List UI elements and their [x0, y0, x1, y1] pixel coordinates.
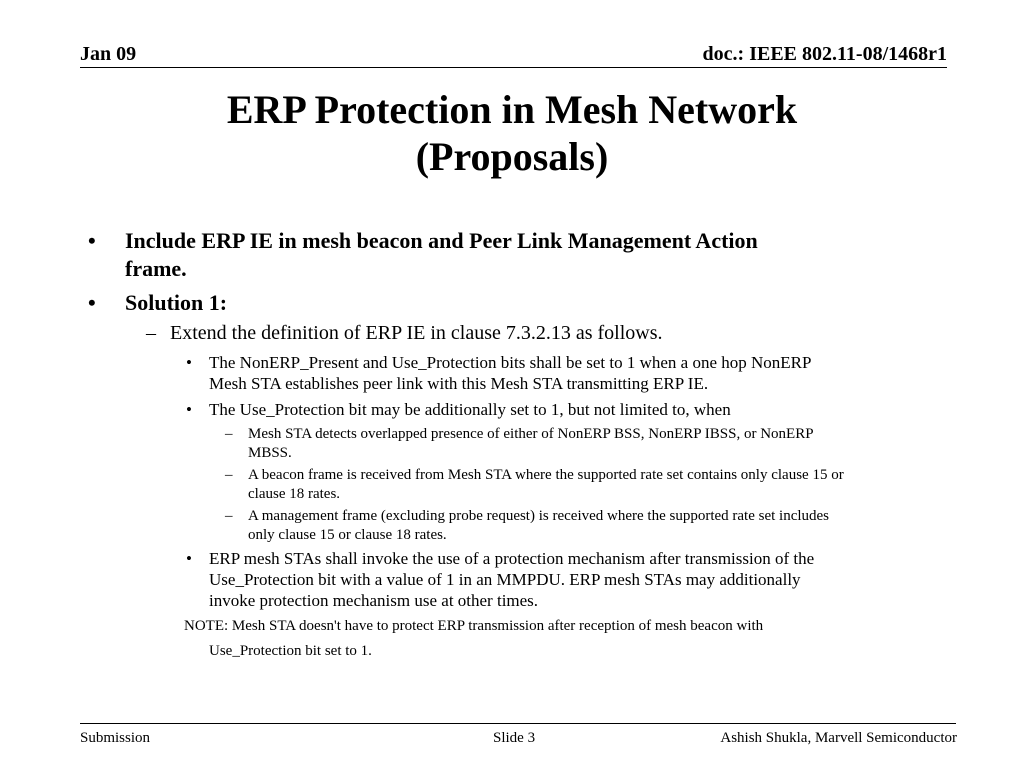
sub-item-beacon-frame-line-1: A beacon frame is received from Mesh STA where the supported rate set contains only clause 15 or — [248, 467, 844, 483]
bullet-erp-ie — [125, 227, 758, 283]
dash-marker: – — [225, 426, 233, 442]
header-date: Jan 09 — [80, 43, 137, 65]
sub-item-management-frame — [248, 507, 829, 545]
header-rule — [80, 67, 947, 68]
sub-item-overlapped-presence-line-2: MBSS. — [248, 445, 292, 461]
bullet-erp-ie-line-1: Include ERP IE in mesh beacon and Peer Link Management Action — [125, 228, 758, 253]
dash-marker: – — [146, 322, 156, 344]
slide-title-line-1: ERP Protection in Mesh Network — [226, 87, 798, 132]
bullet-marker: • — [186, 400, 192, 419]
footer-author: Ashish Shukla, Marvell Semiconductor — [720, 730, 957, 746]
dash-marker: – — [225, 508, 233, 524]
footer-slide-number: Slide 3 — [493, 730, 536, 746]
item-nonerp-present-line-2: Mesh STA establishes peer link with this Mesh STA transmitting ERP IE. — [209, 374, 709, 393]
header-doc-id: doc.: IEEE 802.11-08/1468r1 — [702, 43, 947, 65]
sub-item-management-frame-line-2: only clause 15 or clause 18 rates. — [248, 527, 447, 543]
item-erp-mesh-stas-line-3: invoke protection mechanism use at other times. — [209, 591, 539, 610]
dash-marker: – — [225, 467, 233, 483]
sub-item-overlapped-presence — [248, 425, 814, 463]
bullet-marker: • — [88, 290, 96, 315]
slide-title — [0, 86, 1024, 180]
note-line-2: Use_Protection bit set to 1. — [209, 643, 372, 659]
sub-item-overlapped-presence-line-1: Mesh STA detects overlapped presence of either of NonERP BSS, NonERP IBSS, or NonERP — [248, 426, 814, 442]
slide-title-line-2: (Proposals) — [415, 134, 609, 179]
item-nonerp-present — [209, 352, 811, 394]
bullet-marker: • — [186, 353, 192, 372]
bullet-marker: • — [88, 228, 96, 253]
item-use-protection: The Use_Protection bit may be additionally set to 1, but not limited to, when — [209, 400, 731, 419]
footer-submission: Submission — [80, 730, 151, 746]
bullet-marker: • — [186, 549, 192, 568]
sub-item-beacon-frame — [248, 466, 844, 504]
sub-item-management-frame-line-1: A management frame (excluding probe request) is received where the supported rate set includes — [248, 508, 830, 524]
footer-rule — [80, 723, 956, 724]
item-erp-mesh-stas-line-2: Use_Protection bit with a value of 1 in an MMPDU. ERP mesh STAs may additionally — [209, 570, 801, 589]
item-erp-mesh-stas — [209, 548, 814, 611]
sub-bullet-extend-definition: Extend the definition of ERP IE in clause 7.3.2.13 as follows. — [170, 322, 663, 344]
item-nonerp-present-line-1: The NonERP_Present and Use_Protection bits shall be set to 1 when a one hop NonERP — [209, 353, 812, 372]
item-erp-mesh-stas-line-1: ERP mesh STAs shall invoke the use of a protection mechanism after transmission of the — [209, 549, 815, 568]
note-line-1: NOTE: Mesh STA doesn't have to protect ERP transmission after reception of mesh beacon with — [184, 618, 764, 634]
bullet-solution-1: Solution 1: — [125, 290, 228, 315]
sub-item-beacon-frame-line-2: clause 18 rates. — [248, 486, 341, 502]
bullet-erp-ie-line-2: frame. — [125, 256, 187, 281]
